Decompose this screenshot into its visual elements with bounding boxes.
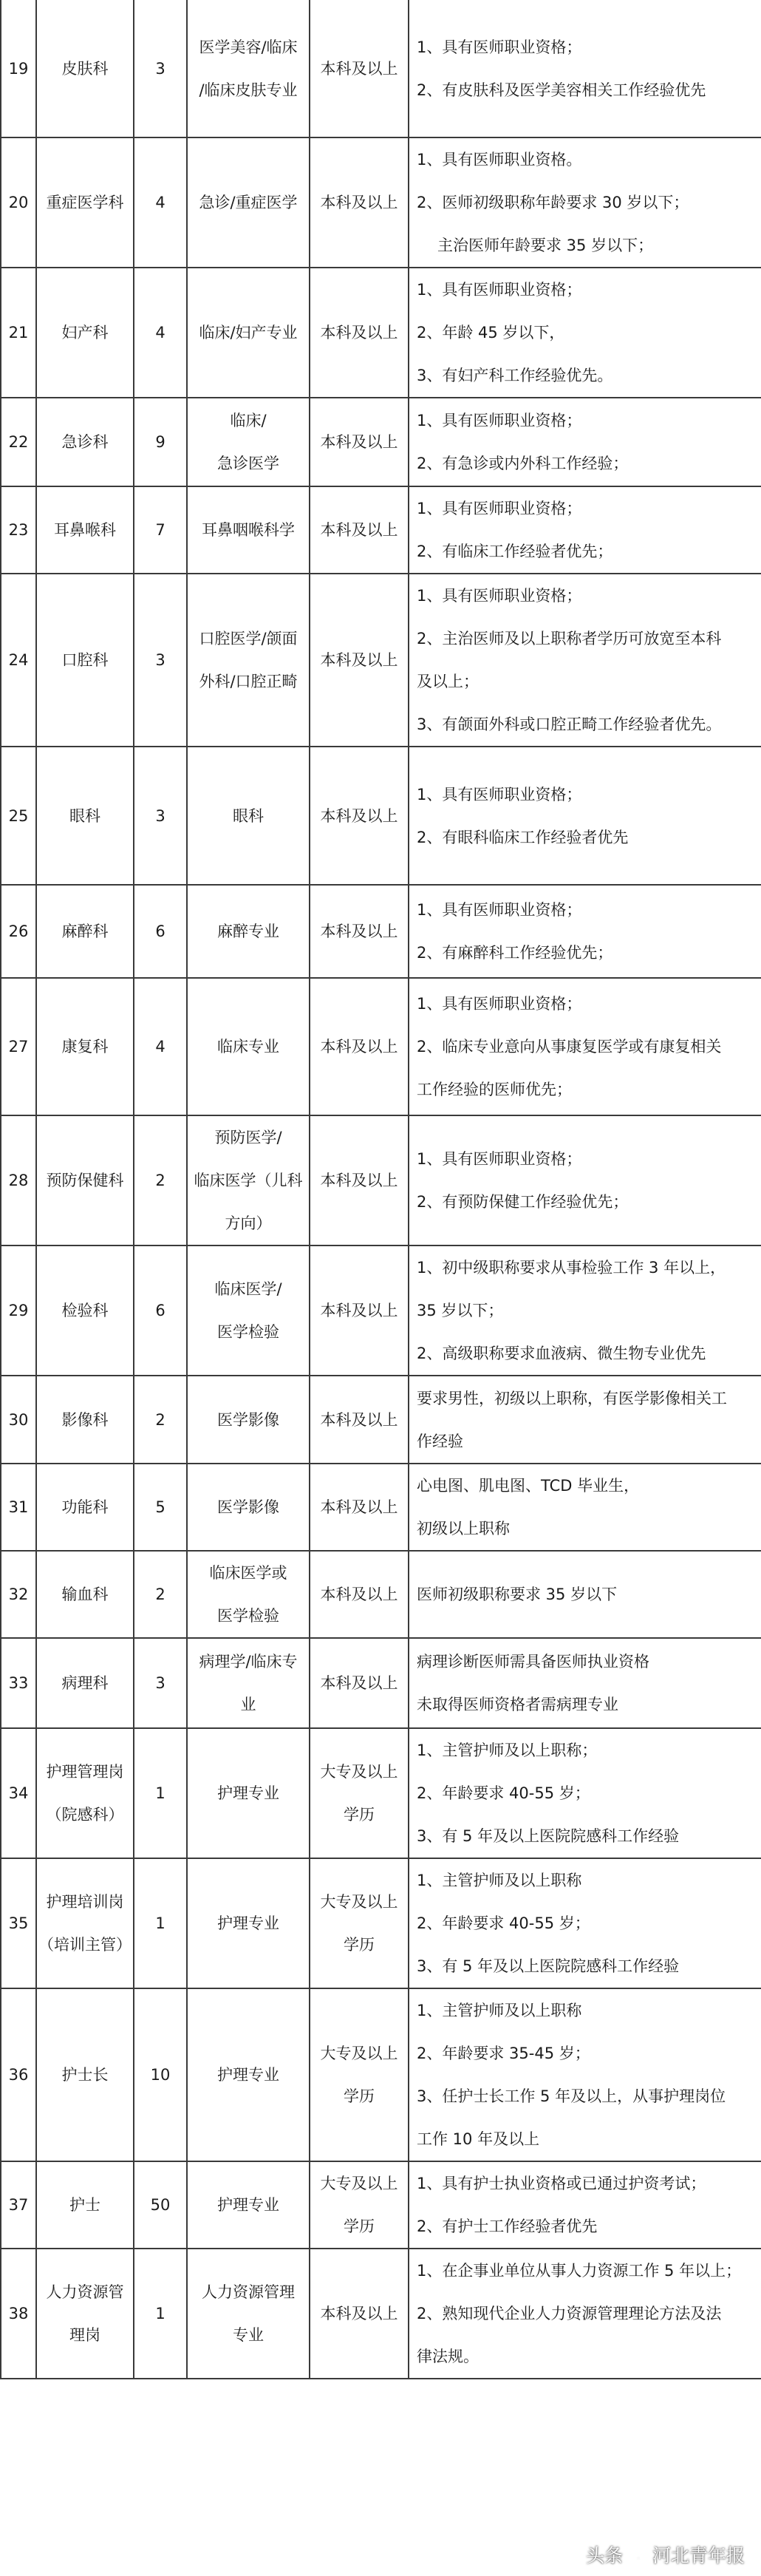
table-row [1,1858,761,1988]
requirements-line: 2、年龄要求 35-45 岁； [417,2045,590,2062]
watermark [586,2540,745,2569]
headcount-cell: 6 [134,1245,187,1376]
major-line: 医学影像 [217,1410,279,1429]
department-cell [36,398,134,486]
table-row [1,137,761,268]
requirements-cell [409,1464,761,1551]
major-line: 医学美容/临床 [199,38,298,56]
table-row [1,747,761,885]
department-line: 检验科 [61,1302,109,1319]
department-cell [36,1115,134,1245]
row-number-cell: 21 [1,268,36,398]
requirements-line: 2、有麻醉科工作经验优先； [417,944,613,962]
requirements-line: 1、具有医师职业资格； [417,901,582,919]
department-cell [36,1551,134,1638]
table-row [1,1728,761,1858]
row-number-cell: 24 [1,574,36,747]
requirements-cell [409,978,761,1115]
row-number-cell: 35 [1,1858,36,1988]
department-cell [36,2161,134,2249]
headcount-cell: 9 [134,398,187,486]
headcount-cell: 3 [134,574,187,747]
major-line: 护理专业 [217,2066,279,2084]
headcount-cell: 10 [134,1988,187,2161]
department-line: 护理培训岗 [46,1893,124,1911]
major-line: 护理专业 [217,1914,279,1932]
requirements-line: 2、年龄 45 岁以下， [417,324,565,341]
department-cell [36,268,134,398]
headcount-cell: 7 [134,486,187,574]
major-cell [187,486,310,574]
requirements-cell [409,1728,761,1858]
major-cell [187,268,310,398]
education-line: 本科及以上 [320,521,398,539]
headcount-cell: 5 [134,1464,187,1551]
education-line: 本科及以上 [320,59,398,78]
education-cell [310,885,409,978]
row-number-cell: 20 [1,137,36,268]
education-cell [310,268,409,398]
row-number-cell: 29 [1,1245,36,1376]
requirements-cell [409,1115,761,1245]
education-cell [310,398,409,486]
major-line: 方向） [225,1214,272,1232]
requirements-line: 医师初级职称要求 35 岁以下 [417,1586,618,1603]
major-cell [187,1464,310,1551]
education-cell [310,137,409,268]
education-cell [310,574,409,747]
table-row [1,1551,761,1638]
major-line: 医学影像 [217,1498,279,1516]
requirements-line: 1、具有医师职业资格； [417,412,582,429]
table-row [1,1638,761,1728]
education-line: 本科及以上 [320,1586,398,1603]
requirements-cell [409,1376,761,1464]
major-cell [187,398,310,486]
table-row [1,268,761,398]
education-cell [310,1115,409,1245]
requirements-cell [409,1551,761,1638]
row-number-cell: 33 [1,1638,36,1728]
requirements-line: 初级以上职称 [417,1520,510,1537]
requirements-line: 3、有颌面外科或口腔正畸工作经验者优先。 [417,716,722,733]
requirements-line: 1、主管护师及以上职称 [417,2002,582,2019]
major-line: 专业 [233,2326,264,2344]
table-row [1,2161,761,2249]
row-number-cell: 23 [1,486,36,574]
watermark-prefix: 头条 [585,2545,623,2566]
education-line: 本科及以上 [320,1410,398,1429]
row-number-cell: 32 [1,1551,36,1638]
department-cell [36,1728,134,1858]
headcount-cell: 3 [134,1638,187,1728]
row-number-cell: 28 [1,1115,36,1245]
requirements-line: 律法规。 [417,2348,479,2365]
major-cell [187,1551,310,1638]
requirements-line: 病理诊断医师需具备医师执业资格 [417,1653,649,1671]
major-line: 临床/ [230,412,267,429]
department-cell [36,137,134,268]
department-line: 影像科 [61,1410,109,1429]
education-cell [310,1551,409,1638]
headcount-cell: 2 [134,1551,187,1638]
requirements-line: 2、年龄要求 40-55 岁； [417,1784,590,1802]
table-row [1,1245,761,1376]
major-cell [187,747,310,885]
major-line: 眼科 [233,806,264,825]
education-line: 学历 [344,2087,375,2105]
requirements-cell [409,486,761,574]
department-line: 护士 [69,2196,100,2214]
education-line: 学历 [344,1806,375,1824]
department-line: 理岗 [69,2326,100,2344]
requirements-line: 2、主治医师及以上职称者学历可放宽至本科 [417,630,722,648]
department-cell [36,978,134,1115]
requirements-cell [409,1858,761,1988]
requirements-line: 1、主管护师及以上职称 [417,1872,582,1889]
row-number-cell: 36 [1,1988,36,2161]
education-line: 本科及以上 [320,806,398,825]
major-line: 护理专业 [217,1784,279,1802]
education-cell [310,1245,409,1376]
headcount-cell: 4 [134,978,187,1115]
requirements-cell [409,2161,761,2249]
education-line: 本科及以上 [320,324,398,341]
major-cell [187,1376,310,1464]
department-line: 功能科 [61,1498,109,1516]
department-cell [36,1464,134,1551]
requirements-line: 要求男性，初级以上职称，有医学影像相关工 [417,1389,727,1407]
requirements-line: 3、任护士长工作 5 年及以上，从事护理岗位 [417,2087,726,2105]
major-line: 医学检验 [217,1607,279,1625]
requirements-line: 35 岁以下； [417,1302,504,1319]
headcount-cell: 1 [134,1858,187,1988]
table-row [1,885,761,978]
requirements-line: 主治医师年龄要求 35 岁以下； [437,237,654,254]
requirements-cell [409,1988,761,2161]
requirements-line: 3、有妇产科工作经验优先。 [417,367,613,384]
education-line: 大专及以上 [320,2045,398,2062]
department-cell [36,1988,134,2161]
row-number-cell: 31 [1,1464,36,1551]
education-line: 学历 [344,1936,375,1954]
requirements-cell [409,747,761,885]
requirements-line: 2、年龄要求 40-55 岁； [417,1914,590,1932]
education-line: 本科及以上 [320,433,398,451]
department-line: 康复科 [61,1038,109,1056]
major-line: 临床医学或 [209,1564,287,1582]
requirements-cell [409,398,761,486]
department-cell [36,574,134,747]
major-line: 医学检验 [217,1323,279,1341]
requirements-line: 作经验 [417,1432,463,1450]
table-row [1,1376,761,1464]
education-line: 本科及以上 [320,922,398,940]
major-cell [187,574,310,747]
department-line: 口腔科 [61,651,109,669]
requirements-line: 2、高级职称要求血液病、微生物专业优先 [417,1345,706,1362]
requirements-line: 及以上； [417,673,479,690]
major-line: 急诊/重症医学 [199,194,298,211]
requirements-line: 工作经验的医师优先； [417,1081,572,1098]
table-body [1,0,761,2379]
major-cell [187,1638,310,1728]
major-line: 临床医学（儿科 [194,1172,303,1189]
headcount-cell: 4 [134,268,187,398]
requirements-line: 1、具有医师职业资格； [417,587,582,605]
requirements-line: 2、有临床工作经验者优先； [417,543,613,560]
education-cell [310,978,409,1115]
department-line: 输血科 [61,1586,109,1603]
requirements-line: 2、有眼科临床工作经验者优先 [417,828,629,846]
requirements-line: 1、主管护师及以上职称； [417,1741,598,1759]
education-line: 本科及以上 [320,2305,398,2322]
education-cell [310,1464,409,1551]
department-cell [36,747,134,885]
requirements-cell [409,885,761,978]
department-cell [36,1638,134,1728]
row-number-cell: 38 [1,2249,36,2379]
requirements-cell [409,268,761,398]
requirements-line: 2、有护士工作经验者优先 [417,2218,598,2235]
major-line: 口腔医学/颌面 [199,630,298,648]
headcount-cell: 50 [134,2161,187,2249]
table-row [1,1988,761,2161]
major-cell [187,885,310,978]
requirements-line: 1、具有医师职业资格； [417,500,582,517]
requirements-line: 1、初中级职称要求从事检验工作 3 年以上， [417,1259,726,1277]
requirements-cell [409,137,761,268]
education-cell [310,1988,409,2161]
table-row [1,0,761,137]
requirements-line: 2、临床专业意向从事康复医学或有康复相关 [417,1038,722,1056]
watermark-account: 河北青年报 [652,2545,745,2566]
department-line: 急诊科 [61,433,109,451]
table-row [1,2249,761,2379]
major-line: 病理学/临床专 [199,1653,298,1671]
department-cell [36,1245,134,1376]
department-line: 眼科 [69,806,100,825]
education-line: 本科及以上 [320,1674,398,1692]
headcount-cell: 3 [134,0,187,137]
table-row [1,1115,761,1245]
education-cell [310,486,409,574]
education-cell [310,2249,409,2379]
requirements-line: 3、有 5 年及以上医院院感科工作经验 [417,1827,680,1845]
requirements-cell [409,1245,761,1376]
education-line: 大专及以上 [320,1893,398,1911]
major-cell [187,0,310,137]
education-cell [310,747,409,885]
requirements-line: 2、医师初级职称年龄要求 30 岁以下； [417,194,689,211]
department-line: 护理管理岗 [46,1763,124,1781]
requirements-line: 2、有预防保健工作经验优先； [417,1193,629,1211]
education-line: 本科及以上 [320,1172,398,1189]
requirements-line: 1、具有医师职业资格； [417,38,582,56]
education-cell [310,1858,409,1988]
major-line: 预防医学/ [214,1129,282,1146]
requirements-cell [409,0,761,137]
headcount-cell: 2 [134,1115,187,1245]
requirements-cell [409,2249,761,2379]
education-line: 本科及以上 [320,1038,398,1056]
requirements-line: 2、有皮肤科及医学美容相关工作经验优先 [417,81,706,99]
requirements-line: 2、有急诊或内外科工作经验； [417,455,629,472]
row-number-cell: 27 [1,978,36,1115]
department-cell [36,2249,134,2379]
major-cell [187,1115,310,1245]
education-line: 大专及以上 [320,1763,398,1781]
department-line: 预防保健科 [46,1172,124,1189]
headcount-cell: 1 [134,2249,187,2379]
education-cell [310,1638,409,1728]
department-line: 病理科 [61,1674,109,1692]
major-line: 麻醉专业 [217,922,279,940]
requirements-cell [409,574,761,747]
education-line: 本科及以上 [320,194,398,211]
department-line: 麻醉科 [61,922,109,940]
requirements-line: 1、具有护士执业资格或已通过护资考试； [417,2175,706,2192]
education-cell [310,1728,409,1858]
major-line: 临床专业 [217,1038,279,1056]
education-line: 本科及以上 [320,1498,398,1516]
headcount-cell: 4 [134,137,187,268]
education-line: 大专及以上 [320,2175,398,2192]
department-line: 重症医学科 [46,194,124,211]
table-row [1,574,761,747]
row-number-cell: 26 [1,885,36,978]
department-cell [36,0,134,137]
requirements-line: 2、熟知现代企业人力资源管理理论方法及法 [417,2305,722,2322]
requirements-line: 1、具有医师职业资格； [417,785,582,803]
education-line: 学历 [344,2218,375,2235]
education-cell [310,2161,409,2249]
department-cell [36,885,134,978]
table-row [1,1464,761,1551]
row-number-cell: 19 [1,0,36,137]
major-cell [187,1728,310,1858]
major-cell [187,1245,310,1376]
headcount-cell: 2 [134,1376,187,1464]
education-line: 本科及以上 [320,1302,398,1319]
major-cell [187,978,310,1115]
department-line: （培训主管） [38,1936,132,1954]
headcount-cell: 1 [134,1728,187,1858]
table-row [1,486,761,574]
requirements-line: 心电图、肌电图、TCD 毕业生， [417,1477,640,1495]
education-cell [310,0,409,137]
headcount-cell: 6 [134,885,187,978]
major-cell [187,137,310,268]
row-number-cell: 25 [1,747,36,885]
row-number-cell: 22 [1,398,36,486]
row-number-cell: 34 [1,1728,36,1858]
major-line: 人力资源管理 [202,2283,295,2301]
major-line: 临床医学/ [214,1280,282,1298]
requirements-cell [409,1638,761,1728]
major-line: 临床/妇产专业 [199,324,298,341]
department-line: 妇产科 [61,324,109,341]
major-cell [187,2249,310,2379]
table-row [1,978,761,1115]
department-line: 人力资源管 [46,2283,124,2301]
requirements-line: 未取得医师资格者需病理专业 [417,1696,618,1713]
requirements-line: 1、在企事业单位从事人力资源工作 5 年以上； [417,2262,742,2280]
headcount-cell: 3 [134,747,187,885]
requirements-line: 1、具有医师职业资格； [417,281,582,299]
major-cell [187,2161,310,2249]
major-line: 业 [240,1696,256,1713]
department-cell [36,486,134,574]
row-number-cell: 37 [1,2161,36,2249]
major-line: /临床皮肤专业 [199,81,298,99]
department-line: 耳鼻喉科 [54,521,116,539]
major-line: 护理专业 [217,2196,279,2214]
requirements-line: 1、具有医师职业资格； [417,1150,582,1168]
department-line: （院感科） [46,1806,124,1824]
svg-text:@: @ [638,2558,639,2559]
requirements-line: 1、具有医师职业资格。 [417,151,582,169]
department-line: 皮肤科 [61,59,109,78]
major-line: 外科/口腔正畸 [199,673,298,690]
at-icon [627,2543,649,2566]
department-cell [36,1858,134,1988]
department-cell [36,1376,134,1464]
table-row [1,398,761,486]
education-cell [310,1376,409,1464]
education-line: 本科及以上 [320,651,398,669]
row-number-cell: 30 [1,1376,36,1464]
requirements-line: 3、有 5 年及以上医院院感科工作经验 [417,1957,680,1975]
requirements-line: 工作 10 年及以上 [417,2130,540,2148]
major-cell [187,1858,310,1988]
requirements-line: 1、具有医师职业资格； [417,995,582,1013]
major-line: 耳鼻咽喉科学 [202,521,295,539]
department-line: 护士长 [61,2066,109,2084]
major-line: 急诊医学 [217,455,279,472]
major-cell [187,1988,310,2161]
